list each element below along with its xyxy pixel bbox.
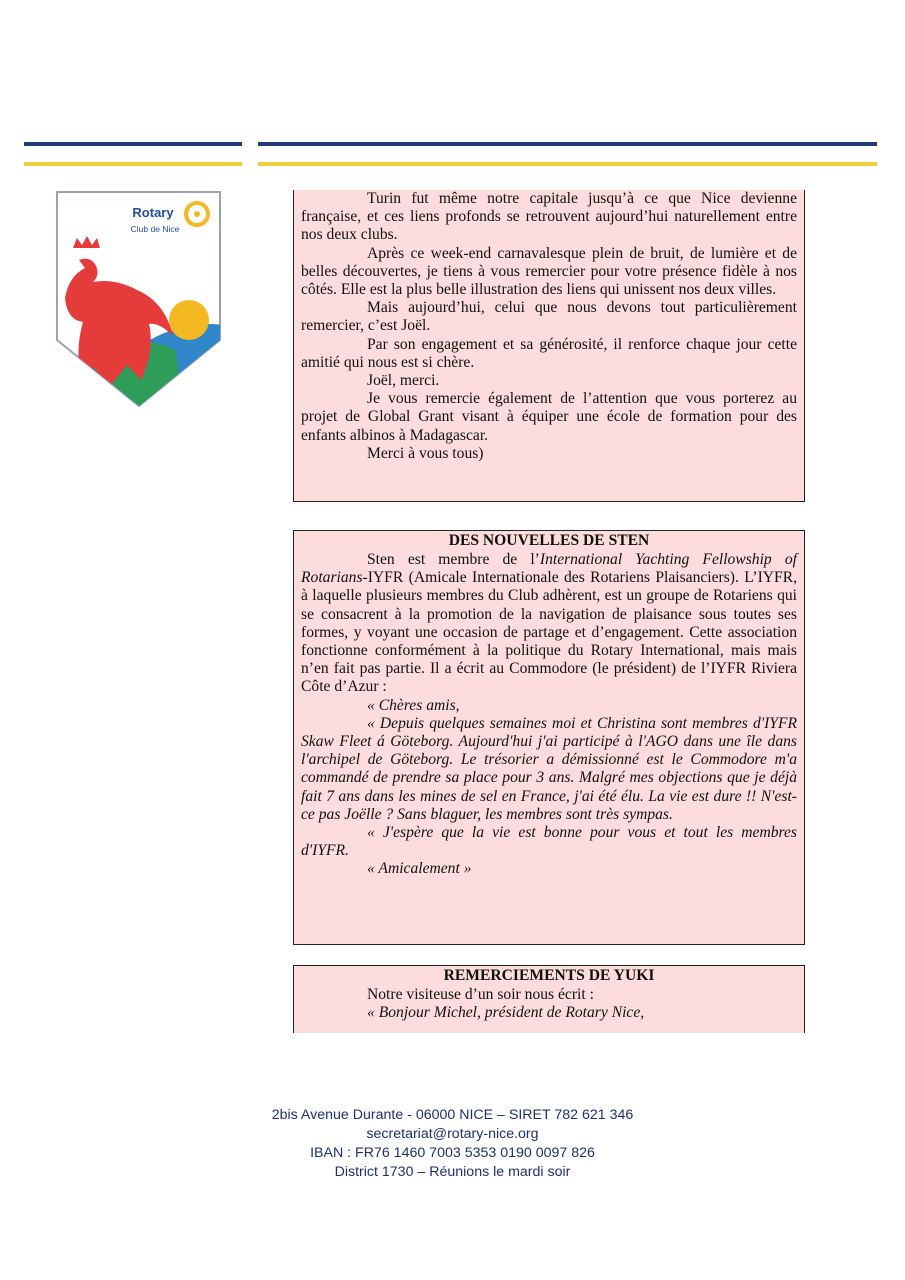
footer	[0, 1106, 905, 1182]
intro-paragraph	[301, 551, 797, 697]
logo-subtitle: Club de Nice	[130, 224, 180, 234]
header-rule-right-blue	[258, 142, 877, 146]
sten-news-box	[293, 530, 805, 945]
paragraph: Par son engagement et sa générosité, il renforce chaque jour cette amitié qui nous est si chère.	[301, 335, 797, 371]
footer-address: 2bis Avenue Durante - 06000 NICE – SIRET 782 621 346	[271, 1107, 634, 1123]
quote-paragraph: « Amicalement »	[367, 860, 472, 878]
rotary-club-logo	[55, 190, 222, 408]
header-rule-left-gold	[24, 162, 242, 166]
intro-text-b: -IYFR (Amicale Internationale des Rotariens Plaisanciers). L’IYFR, à laquelle plusieurs membres du Club adhèrent, est un groupe de Rotariens qui se consacrent à la promotion de la navigation de plaisance sous toutes ses formes, y voyant une occasion de partage et d’engagement. Cette association fonctionne conformément à la politique du Rotary International, mais mais n’en fait pas partie. Il a écrit au Commodore (le président) de l’IYFR Riviera Côte d’Azur :	[301, 569, 797, 696]
quote-paragraph: « Chères amis,	[367, 696, 460, 714]
paragraph: Merci à vous tous)	[367, 444, 484, 462]
quote-paragraph: « Bonjour Michel, président de Rotary Nice,	[367, 1004, 645, 1022]
paragraph: Notre visiteuse d’un soir nous écrit :	[367, 986, 594, 1003]
paragraph: Mais aujourd’hui, celui que nous devons tout particulièrement remercier, c’est Joël.	[301, 299, 797, 335]
paragraph: Turin fut même notre capitale jusqu’à ce que Nice devienne française, et ces liens profonds se retrouvent aujourd’hui naturellement entre nos deux clubs.	[301, 190, 797, 244]
intro-text-a: Sten est membre de l’	[367, 551, 540, 568]
logo-title: Rotary	[132, 205, 174, 220]
header-rule-right-gold	[258, 162, 877, 166]
quote-paragraph: « Depuis quelques semaines moi et Christina sont membres d'IYFR Skaw Fleet á Göteborg. Aujourd'hui j'ai participé à l'AGO dans une île dans l'archipel de Göteborg. Le trésorier a démissionné est le Commodore m'a commandé de prendre sa place pour 3 ans. Malgré mes objections que je déjà fait 7 ans dans les mines de sel en France, j'ai été élu. La vie est dure !! N'est-ce pas Joëlle ? Sans blaguer, les membres sont très sympas.	[301, 714, 797, 823]
paragraph: Après ce week-end carnavalesque plein de bruit, de lumière et de belles découvertes, je tiens à vous remercier pour votre présence fidèle à nos côtés. Elle est la plus belle illustration des liens qui unissent nos deux villes.	[301, 244, 797, 299]
paragraph: Je vous remercie également de l’attention que vous porterez au projet de Global Grant visant à équiper une école de formation pour des enfants albinos à Madagascar.	[301, 390, 797, 444]
footer-iban: IBAN : FR76 1460 7003 5353 0190 0097 826	[310, 1145, 595, 1161]
sun-icon	[169, 300, 209, 340]
section-title: REMERCIEMENTS DE YUKI	[443, 967, 655, 984]
footer-district: District 1730 – Réunions le mardi soir	[334, 1164, 571, 1180]
footer-email[interactable]: secretariat@rotary-nice.org	[366, 1126, 539, 1142]
intro-text-italic: International Yachting Fellowship of Rotarians	[301, 551, 797, 587]
yuki-thanks-box	[293, 965, 805, 1033]
quote-paragraph: « J'espère que la vie est bonne pour vous et tout les membres d'IYFR.	[301, 824, 797, 860]
speech-continuation-box	[293, 190, 805, 502]
section-title: DES NOUVELLES DE STEN	[448, 532, 650, 549]
rotary-wheel-hub	[194, 211, 200, 217]
paragraph: Joël, merci.	[367, 372, 440, 390]
header-rule-left-blue	[24, 142, 242, 146]
